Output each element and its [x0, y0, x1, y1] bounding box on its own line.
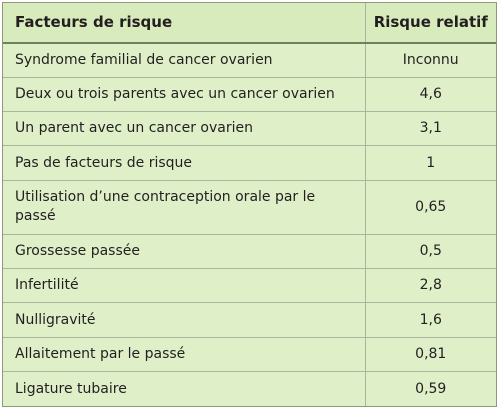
table-row	[3, 180, 496, 234]
relative-risk-cell: 0,5	[365, 234, 496, 268]
risk-factor-cell: Ligature tubaire	[15, 380, 127, 397]
risk-factor-cell: Pas de facteurs de risque	[3, 146, 365, 180]
relative-risk-cell: 0,65	[365, 180, 496, 234]
table-row	[3, 43, 496, 77]
risk-factor-cell: Un parent avec un cancer ovarien	[3, 112, 365, 146]
risk-factor-table	[2, 2, 497, 407]
relative-risk-cell: 3,1	[365, 112, 496, 146]
relative-risk-cell: Inconnu	[365, 43, 496, 77]
table-header-row	[3, 3, 496, 43]
risk-factor-cell: Allaitement par le passé	[3, 337, 365, 371]
risk-factor-cell: Nulligravité	[3, 303, 365, 337]
table-row	[3, 303, 496, 337]
table-row	[3, 146, 496, 180]
header-relative-risk: Risque relatif	[365, 3, 496, 43]
relative-risk-cell: 0,59	[365, 372, 496, 406]
table-row	[3, 77, 496, 111]
relative-risk-cell: 2,8	[365, 269, 496, 303]
table-row	[3, 372, 496, 406]
risk-table	[3, 3, 496, 406]
table-row	[3, 269, 496, 303]
risk-factor-cell: Syndrome familial de cancer ovarien	[3, 43, 365, 77]
relative-risk-cell: 0,81	[365, 337, 496, 371]
header-risk-factors: Facteurs de risque	[3, 3, 365, 43]
relative-risk-cell: 4,6	[365, 77, 496, 111]
risk-factor-cell: Infertilité	[3, 269, 365, 303]
relative-risk-cell: 1,6	[365, 303, 496, 337]
risk-factor-cell: Utilisation d’une contraception orale par le passé	[3, 180, 365, 234]
risk-factor-cell: Deux ou trois parents avec un cancer ovarien	[3, 77, 365, 111]
table-row	[3, 337, 496, 371]
risk-factor-cell: Grossesse passée	[3, 234, 365, 268]
table-row	[3, 234, 496, 268]
relative-risk-cell: 1	[365, 146, 496, 180]
table-row	[3, 112, 496, 146]
